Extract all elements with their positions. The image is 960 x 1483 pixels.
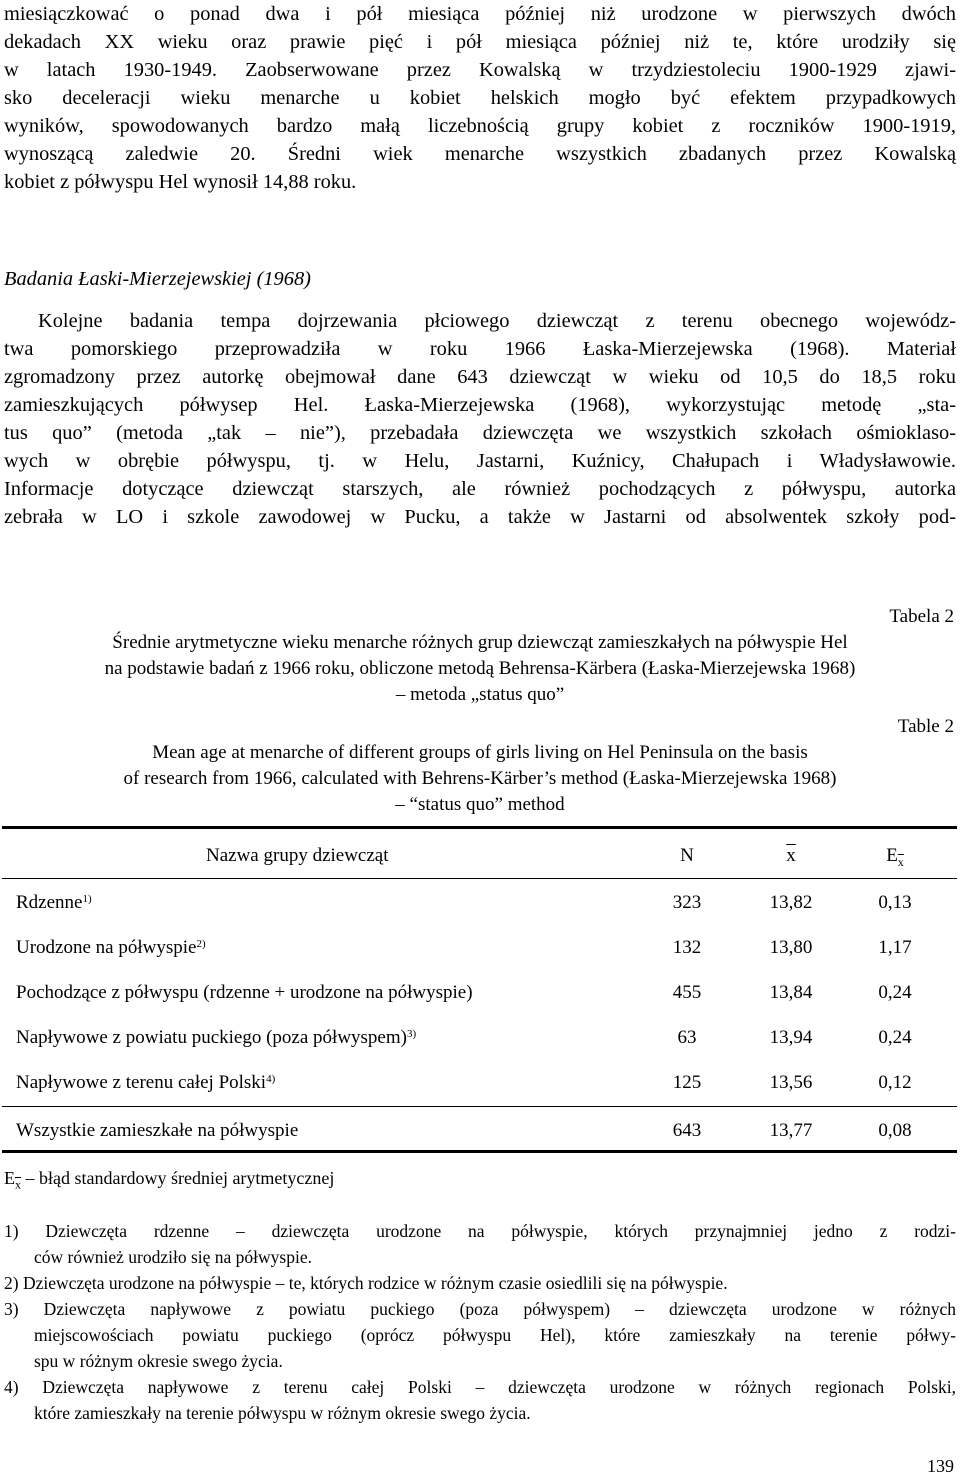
table-cell-n: 455 xyxy=(672,982,702,1003)
text-line: zebrała w LO i szkole zawodowej w Pucku, a także w Jastarni od absolwentek szkoły pod- xyxy=(4,506,956,528)
section-heading: Badania Łaski-Mierzejewskiej (1968) xyxy=(4,268,311,290)
table-number-en: Table 2 xyxy=(897,716,954,737)
mean-symbol: $\overline{x}$ xyxy=(786,845,796,866)
table-cell-error: 0,13 xyxy=(878,892,912,913)
table-row-label: Napływowe z terenu całej Polski$^{4)}$ xyxy=(16,1072,276,1093)
header-rule xyxy=(2,878,957,879)
text-line: kobiet z półwyspu Hel wynosił 14,88 roku. xyxy=(4,171,357,193)
footnote: 3) Dziewczęta napływowe z powiatu puckiego (poza półwyspem) – dziewczęta urodzone w różnych miejscowościach powiatu puckiego (oprócz półwyspu Hel), które zamieszkały na terenie półwy- spu w różnym okresie swego życia. xyxy=(4,1299,956,1371)
table-cell-mean: 13,94 xyxy=(769,1027,813,1048)
text-line: tus quo” (metoda „tak – nie”), przebadała dziewczęta we wszystkich szkołach ośmioklaso- xyxy=(4,422,956,444)
error-symbol: E xyxy=(886,845,898,866)
table-row-label: Urodzone na półwyspie$^{2)}$ xyxy=(16,937,206,958)
text-line: sko deceleracji wieku menarche u kobiet helskich mogło być efektem przypadkowych xyxy=(4,87,956,109)
table-number-pl: Tabela 2 xyxy=(889,606,954,627)
table-caption-en-line: Mean age at menarche of different groups of girls living on Hel Peninsula on the basis xyxy=(152,742,808,763)
table-bottom-rule xyxy=(2,1150,957,1153)
text-line: wynoszącą zaledwie 20. Średni wiek menarche wszystkich zbadanych przez Kowalską xyxy=(4,143,956,165)
error-subscript: x xyxy=(897,854,904,869)
total-rule xyxy=(2,1106,957,1107)
table-caption-pl-line: na podstawie badań z 1966 roku, obliczone metodą Behrensa-Kärbera (Łaska-Mierzejewska 1968) xyxy=(104,658,856,679)
text-line: Informacje dotyczące dziewcząt starszych, ale również pochodzących z półwyspu, autorka xyxy=(4,478,956,500)
page-number: 139 xyxy=(927,1456,954,1476)
table-top-rule xyxy=(2,826,957,829)
table-cell-mean: 13,84 xyxy=(769,982,813,1003)
footnote: 2) Dziewczęta urodzone na półwyspie – te, których rodzice w różnym czasie osiedlili się na półwyspie. xyxy=(4,1273,728,1293)
table-cell-n: 63 xyxy=(677,1027,697,1048)
table-cell-mean: 13,80 xyxy=(769,937,813,958)
table-total-n: 643 xyxy=(672,1120,702,1141)
table-cell-mean: 13,56 xyxy=(769,1072,813,1093)
header-n: N xyxy=(680,845,694,866)
table-caption-en-line: of research from 1966, calculated with Behrens-Kärber’s method (Łaska-Mierzejewska 1968) xyxy=(123,768,837,789)
text-line: Kolejne badania tempa dojrzewania płciowego dziewcząt z terenu obecnego wojewódz- xyxy=(38,310,956,332)
table-cell-error: 0,24 xyxy=(878,982,912,1003)
footnote: 4) Dziewczęta napływowe z terenu całej Polski – dziewczęta urodzone w różnych regionach Polski, które zamieszkały na terenie półwyspu w różnym okresie swego życia. xyxy=(4,1377,956,1423)
header-error xyxy=(850,843,940,875)
text-line: dekadach XX wieku oraz prawie pięć i pół miesiąca później niż te, które urodziły się xyxy=(4,31,956,53)
table-caption-pl-line: Średnie arytmetyczne wieku menarche różnych grup dziewcząt zamieszkałych na półwyspie Hel xyxy=(112,632,848,653)
table-row-label: Rdzenne$^{1)}$ xyxy=(16,892,92,913)
text-line: wyników, spowodowanych bardzo małą liczebnością grupy kobiet z roczników 1900-1919, xyxy=(4,115,956,137)
section-paragraph xyxy=(4,307,956,531)
table-caption-pl-line: – metoda „status quo” xyxy=(395,684,565,705)
table-total-error: 0,08 xyxy=(878,1120,912,1141)
text-line: zgromadzony przez autorkę obejmował dane 643 dziewcząt w wieku od 10,5 do 18,5 roku xyxy=(4,366,956,388)
footnote: 1) Dziewczęta rdzenne – dziewczęta urodzone na półwyspie, których przynajmniej jedno z rodzi- ców również urodziło się na półwyspie. xyxy=(4,1221,956,1267)
header-mean xyxy=(746,843,836,869)
table-cell-error: 1,17 xyxy=(878,937,912,958)
text-line: miesiączkować o ponad dwa i pół miesiąca później niż urodzone w pierwszych dwóch xyxy=(4,3,956,25)
table-total-label: Wszystkie zamieszkałe na półwyspie xyxy=(16,1120,299,1141)
table-cell-n: 323 xyxy=(672,892,702,913)
text-line: w latach 1930-1949. Zaobserwowane przez Kowalską w trzydziestoleciu 1900-1929 zjawi- xyxy=(4,59,956,81)
table-cell-n: 125 xyxy=(672,1072,702,1093)
table-row-label: Napływowe z powiatu puckiego (poza półwyspem)$^{3)}$ xyxy=(16,1027,417,1048)
table-cell-n: 132 xyxy=(672,937,702,958)
table-total-mean: 13,77 xyxy=(769,1120,813,1141)
table-cell-error: 0,24 xyxy=(878,1027,912,1048)
table-legend: $E_{\overline{x}}$ – błąd standardowy średniej arytmetycznej xyxy=(4,1168,335,1192)
text-line: zamieszkujących półwysep Hel. Łaska-Mierzejewska (1968), wykorzystując metodę „sta- xyxy=(4,394,956,416)
table-caption-en-line: – “status quo” method xyxy=(395,794,565,815)
intro-paragraph xyxy=(4,0,956,196)
text-line: twa pomorskiego przeprowadziła w roku 1966 Łaska-Mierzejewska (1968). Materiał xyxy=(4,338,956,360)
text-line: wych w obrębie półwyspu, tj. w Helu, Jastarni, Kuźnicy, Chałupach i Władysławowie. xyxy=(4,450,956,472)
table-cell-mean: 13,82 xyxy=(769,892,813,913)
table-cell-error: 0,12 xyxy=(878,1072,912,1093)
header-group: Nazwa grupy dziewcząt xyxy=(206,845,389,866)
table-row-label: Pochodzące z półwyspu (rdzenne + urodzone na półwyspie) xyxy=(16,982,473,1003)
